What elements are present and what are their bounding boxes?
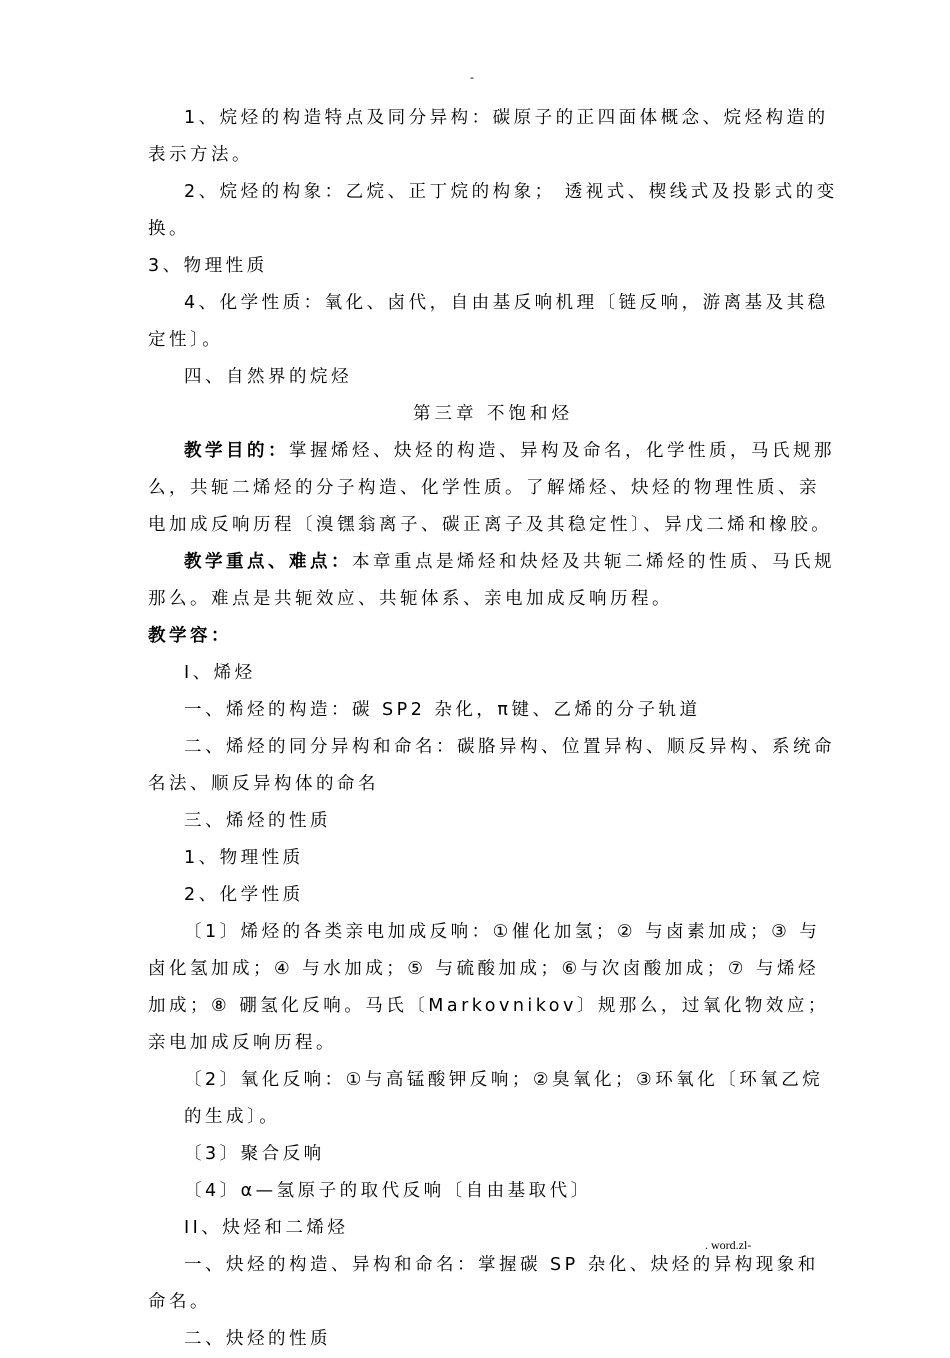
- paragraph-chemical-properties: 4、化学性质：氧化、卤代，自由基反响机理〔链反响，游离基及其稳定性〕。: [148, 293, 829, 350]
- paragraph-alpha-substitution: 〔4〕α—氢原子的取代反响〔自由基取代〕: [184, 1181, 592, 1201]
- paragraph-alkene-structure: 一、烯烃的构造：碳 SP2 杂化，π键、乙烯的分子轨道: [184, 700, 701, 720]
- key-points-text: 本章重点是烯烃和炔烃及共轭二烯烃的性质、马氏规那么。难点是共轭效应、共轭体系、亲电加成反响历程。: [148, 552, 835, 609]
- chapter-title: 第三章 不饱和烃: [412, 404, 574, 424]
- paragraph-alkyne-structure: 一、炔烃的构造、异构和命名：掌握碳 SP 杂化、炔烃的异构现象和命名。: [148, 1255, 819, 1312]
- paragraph-physical-properties: 3、物理性质: [148, 256, 268, 276]
- key-points-label: 教学重点、难点：: [184, 552, 352, 572]
- teaching-goals-label: 教学目的：: [184, 441, 289, 461]
- section-alkynes-dienes: II、炔烃和二烯烃: [184, 1218, 349, 1238]
- paragraph-key-points: [148, 544, 838, 618]
- footer-mark: . word.zl-: [705, 1238, 752, 1252]
- paragraph-alkane-structure: 1、烷烃的构造特点及同分异构：碳原子的正四面体概念、烷烃构造的表示方法。: [148, 108, 829, 165]
- paragraph-electrophilic-addition: 〔1〕烯烃的各类亲电加成反响：①催化加氢；② 与卤素加成；③ 与卤化氢加成；④ 与水加成；⑤ 与硫酸加成；⑥与次卤酸加成；⑦ 与烯烃加成；⑧ 硼氢化反响。马氏〔Markovnikov〕规那么，过氧化物效应；亲电加成反响历程。: [148, 922, 829, 1053]
- paragraph-teaching-content: [148, 618, 838, 655]
- paragraph-alkene-chemical: 2、化学性质: [184, 885, 304, 905]
- paragraph-teaching-goals: [148, 433, 838, 544]
- section-alkenes: I、烯烃: [184, 663, 256, 683]
- paragraph-alkane-conformation: 2、烷烃的构象：乙烷、正丁烷的构象； 透视式、楔线式及投影式的变换。: [148, 182, 838, 239]
- paragraph-oxidation: 〔2〕氧化反响：①与高锰酸钾反响；②臭氧化；③环氧化〔环氧乙烷的生成〕。: [184, 1070, 824, 1127]
- paragraph-alkyne-properties: 二、炔烃的性质: [184, 1329, 331, 1349]
- teaching-content-label: 教学容：: [148, 626, 232, 646]
- document-body: [148, 100, 838, 1358]
- paragraph-alkene-properties: 三、烯烃的性质: [184, 811, 331, 831]
- header-mark: -: [470, 70, 474, 84]
- teaching-goals-text: 掌握烯烃、炔烃的构造、异构及命名，化学性质，马氏规那么，共轭二烯烃的分子构造、化学性质。了解烯烃、炔烃的物理性质、亲电加成反响历程〔溴𬭶翁离子、碳正离子及其稳定性〕、异戊二烯和橡胶。: [148, 441, 835, 535]
- paragraph-alkene-physical: 1、物理性质: [184, 848, 304, 868]
- paragraph-polymerization: 〔3〕聚合反响: [184, 1144, 325, 1164]
- paragraph-natural-alkanes: 四、自然界的烷烃: [184, 367, 352, 387]
- paragraph-alkene-isomerism: 二、烯烃的同分异构和命名：碳胳异构、位置异构、顺反异构、系统命名法、顺反异构体的命名: [148, 737, 835, 794]
